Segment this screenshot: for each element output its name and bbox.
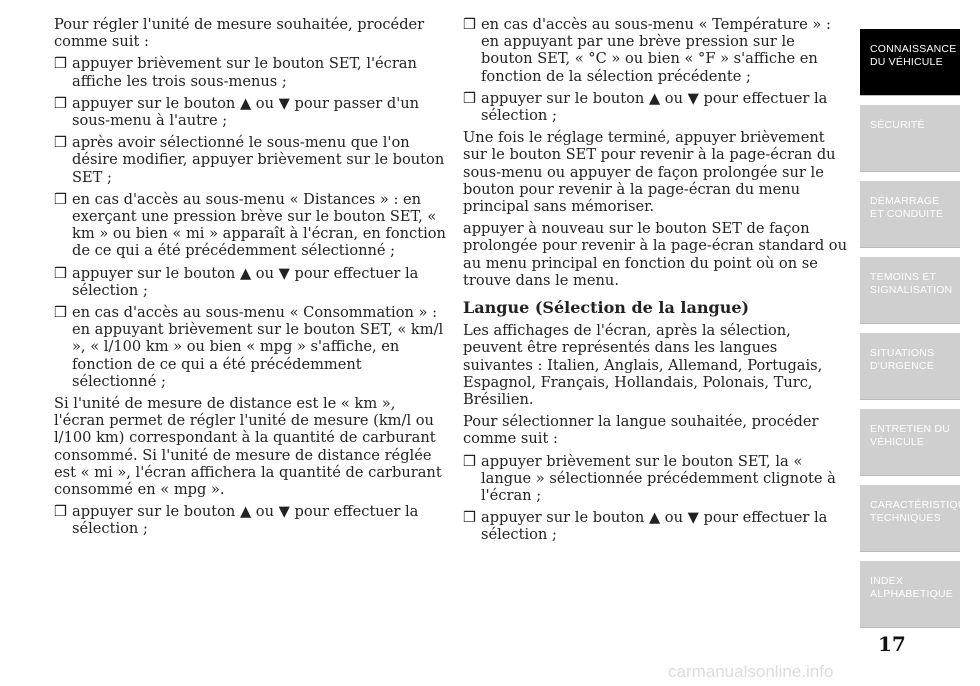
bullet-marker: ❒	[54, 55, 68, 73]
bullet-item	[54, 191, 446, 260]
sidebar-tab[interactable]: SITUATIONS D'URGENCE	[860, 333, 960, 400]
section-heading: Langue (Sélection de la langue)	[463, 298, 750, 318]
bullet-item	[463, 509, 849, 543]
bullet-text: appuyer brièvement sur le bouton SET, la « langue » sélectionnée précédemment clignote à l'écran ;	[481, 452, 836, 505]
bullet-marker: ❒	[54, 134, 68, 152]
chapter-sidebar	[860, 0, 980, 686]
paragraph: Une fois le réglage terminé, appuyer brièvement sur le bouton SET pour revenir à la page-écran du sous-menu ou appuyer de façon prolongée sur le bouton pour revenir à la page-écran du menu principal sans mémoriser.	[463, 129, 836, 216]
bullet-text: en cas d'accès au sous-menu « Distances » : en exerçant une pression brève sur le bouton SET, « km » ou bien « mi » apparaît à l'écran, en fonction de ce qui a été précédemment sélectionné ;	[72, 190, 446, 260]
sidebar-tab[interactable]: ENTRETIEN DU VÉHICULE	[860, 409, 960, 476]
bullet-item	[54, 55, 446, 89]
paragraph: Pour sélectionner la langue souhaitée, procéder comme suit :	[463, 413, 819, 448]
bullet-item	[54, 503, 446, 537]
bullet-text: après avoir sélectionné le sous-menu que l'on désire modifier, appuyer brièvement sur le bouton SET ;	[72, 134, 445, 186]
sidebar-tab[interactable]: INDEX ALPHABETIQUE	[860, 561, 960, 628]
sidebar-tab[interactable]: CONNAISSANCE DU VÉHICULE	[860, 29, 960, 96]
paragraph: Si l'unité de mesure de distance est le « km », l'écran permet de régler l'unité de mesure (km/l ou l/100 km) correspondant à la quantité de carburant consommé. Si l'unité de mesure de distance réglée est « mi », l'écran affichera la quantité de carburant consommé en « mpg ».	[54, 395, 442, 499]
bullet-item	[463, 453, 849, 505]
bullet-item	[54, 265, 446, 299]
bullet-marker: ❒	[54, 94, 68, 112]
bullet-marker: ❒	[463, 509, 477, 527]
bullet-text: appuyer sur le bouton ▲ ou ▼ pour effectuer la sélection ;	[72, 264, 419, 299]
sidebar-tab[interactable]: DÉMARRAGE ET CONDUITE	[860, 181, 960, 248]
sidebar-tab[interactable]: TEMOINS ET SIGNALISATION	[860, 257, 960, 324]
bullet-marker: ❒	[54, 304, 68, 322]
bullet-text: appuyer sur le bouton ▲ ou ▼ pour effectuer la sélection ;	[481, 509, 828, 544]
bullet-item	[54, 304, 446, 390]
paragraph: appuyer à nouveau sur le bouton SET de façon prolongée pour revenir à la page-écran standard ou au menu principal en fonction du point où on se trouve dans le menu.	[463, 220, 847, 289]
bullet-text: en cas d'accès au sous-menu « Température » : en appuyant par une brève pression sur le bouton SET, « °C » ou bien « °F » s'affiche en fonction de la sélection précédente ;	[481, 16, 831, 85]
bullet-marker: ❒	[463, 16, 477, 33]
paragraph: Pour régler l'unité de mesure souhaitée, procéder comme suit :	[54, 16, 425, 51]
bullet-marker: ❒	[54, 503, 68, 521]
bullet-text: appuyer sur le bouton ▲ ou ▼ pour passer d'un sous-menu à l'autre ;	[72, 94, 420, 130]
sidebar-tab[interactable]: SÉCURITÉ	[860, 105, 960, 172]
bullet-text: appuyer sur le bouton ▲ ou ▼ pour effectuer la sélection ;	[72, 503, 419, 538]
bullet-marker: ❒	[463, 452, 477, 470]
bullet-marker: ❒	[54, 190, 68, 208]
bullet-text: appuyer sur le bouton ▲ ou ▼ pour effectuer la sélection ;	[481, 89, 828, 125]
bullet-item	[463, 16, 849, 85]
paragraph: Les affichages de l'écran, après la sélection, peuvent être représentés dans les langues suivantes : Italien, Anglais, Allemand, Portugais, Espagnol, Français, Hollandais, Polonais, Turc, Brésilien.	[463, 322, 823, 409]
right-column	[463, 16, 849, 549]
left-column	[54, 16, 446, 543]
bullet-text: en cas d'accès au sous-menu « Consommation » : en appuyant brièvement sur le bouton SET, « km/l », « l/100 km » ou bien « mpg » s'affiche, en fonction de ce qui a été précédemment sélectionné ;	[72, 304, 444, 390]
bullet-item	[54, 134, 446, 186]
bullet-marker: ❒	[463, 89, 477, 107]
bullet-item	[54, 95, 446, 129]
bullet-item	[463, 90, 849, 124]
bullet-marker: ❒	[54, 264, 68, 282]
bullet-text: appuyer brièvement sur le bouton SET, l'écran affiche les trois sous-menus ;	[72, 55, 417, 90]
page-number: 17	[878, 632, 906, 656]
watermark: carmanualsonline.info	[668, 662, 834, 681]
sidebar-tab[interactable]: CARACTÉRISTIQUES TECHNIQUES	[860, 485, 960, 552]
